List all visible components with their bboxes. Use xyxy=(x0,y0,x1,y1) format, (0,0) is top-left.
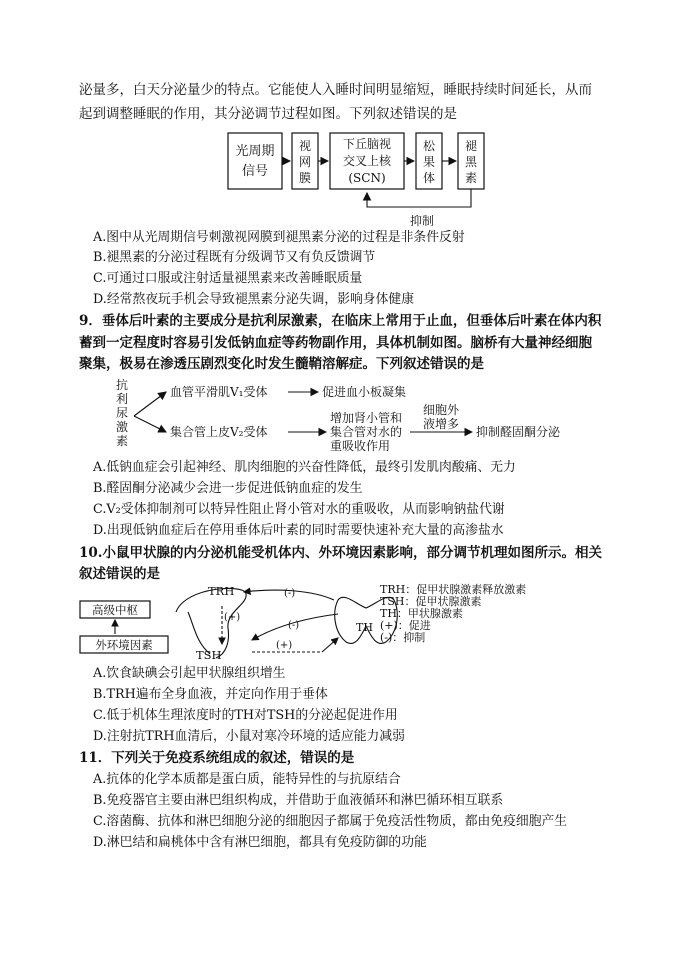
light-signal-box xyxy=(228,133,282,189)
retina-label-3: 膜 xyxy=(298,171,312,185)
ecf-label-1: 细胞外 xyxy=(422,403,460,417)
melatonin-label-1: 褪 xyxy=(464,139,478,153)
scn-label-3: (SCN) xyxy=(348,171,386,185)
legend-th: TH：甲状腺激素 xyxy=(380,607,463,620)
feedback-label: 抑制 xyxy=(409,214,435,228)
thyroid-diagram xyxy=(76,582,646,662)
q9-stem-line-2: 蓄到一定程度时容易引发低钠血症等药物副作用，具体机制如图。脑桥有大量神经细胞 xyxy=(79,335,592,351)
adh-char-4: 激 xyxy=(115,420,129,434)
higher-center-label: 高级中枢 xyxy=(92,603,138,617)
th-label: TH xyxy=(356,621,373,634)
q11-stem: 11．下列关于免疫系统组成的叙述，错误的是 xyxy=(79,750,355,766)
trh-promote-label: (+) xyxy=(224,612,241,623)
legend-inhibit: (-)：抑制 xyxy=(380,631,426,644)
q10-stem-line-2: 叙述错误的是 xyxy=(79,566,160,582)
light-signal-label-1: 光周期 xyxy=(235,144,275,159)
legend-promote: (+)：促进 xyxy=(380,619,431,632)
retina-label-2: 网 xyxy=(298,155,312,169)
q9-option-b: B.醛固酮分泌减少会进一步促进低钠血症的发生 xyxy=(93,481,363,496)
v2-effect-line-1: 增加肾小管和 xyxy=(330,411,403,425)
adh-char-3: 尿 xyxy=(115,406,129,420)
tsh-label: TSH xyxy=(196,648,222,662)
scn-label-2: 交叉上核 xyxy=(342,154,392,168)
retina-label-1: 视 xyxy=(298,139,312,153)
v2-effect-line-3: 重吸收作用 xyxy=(330,439,391,453)
q9-option-d: D.出现低钠血症后在停用垂体后叶素的同时需要快速补充大量的高渗盐水 xyxy=(93,523,504,538)
light-signal-label-2: 信号 xyxy=(241,164,269,179)
melatonin-label-3: 素 xyxy=(464,171,478,185)
q10-option-c: C.低于机体生理浓度时的TH对TSH的分泌起促进作用 xyxy=(93,708,398,723)
intro-line-1: 泌量多，白天分泌量少的特点。它能使人入睡时间明显缩短，睡眠持续时间延长，从而 xyxy=(79,82,592,98)
q8-option-c: C.可通过口服或注射适量褪黑素来改善睡眠质量 xyxy=(93,271,363,286)
melatonin-label-2: 黑 xyxy=(464,155,478,169)
v2-receptor-label: 集合管上皮V₂受体 xyxy=(170,425,268,439)
q11-option-c: C.溶菌酶、抗体和淋巴细胞分泌的细胞因子都属于免疫活性物质，都由免疫细胞产生 xyxy=(93,814,568,829)
feedback-minus-2: (-) xyxy=(288,620,300,631)
pineal-label-1: 松 xyxy=(422,139,436,153)
legend-tsh: TSH：促甲状腺激素 xyxy=(380,595,482,608)
q10-option-d: D.注射抗TRH血清后，小鼠对寒冷环境的适应能力减弱 xyxy=(93,729,405,744)
adh-diagram xyxy=(108,376,628,456)
q8-option-a: A.图中从光周期信号刺激视网膜到褪黑素分泌的过程是非条件反射 xyxy=(93,230,465,245)
q11-option-b: B.免疫器官主要由淋巴组织构成，并借助于血液循环和淋巴循环相互联系 xyxy=(93,793,504,808)
feedback-minus-1: (-) xyxy=(284,588,296,599)
q11-option-a: A.抗体的化学本质都是蛋白质，能特异性的与抗原结合 xyxy=(93,772,401,787)
q8-option-d: D.经常熬夜玩手机会导致褪黑素分泌失调，影响身体健康 xyxy=(93,292,414,307)
v2-effect-line-2: 集合管对水的 xyxy=(330,425,403,439)
intro-line-2: 起到调整睡眠的作用，其分泌调节过程如图。下列叙述错误的是 xyxy=(79,106,457,122)
q11-option-d: D.淋巴结和扁桃体中含有淋巴细胞，都具有免疫防御的功能 xyxy=(93,835,427,850)
adh-char-1: 抗 xyxy=(115,378,129,392)
scn-label-1: 下丘脑视 xyxy=(342,137,392,151)
environment-label: 外环境因素 xyxy=(95,638,153,652)
trh-label: TRH xyxy=(208,584,235,598)
aldosterone-label: 抑制醛固酮分泌 xyxy=(476,425,561,439)
q10-option-a: A.饮食缺碘会引起甲状腺组织增生 xyxy=(93,666,286,681)
q9-option-a: A.低钠血症会引起神经、肌肉细胞的兴奋性降低，最终引发肌肉酸痛、无力 xyxy=(93,460,516,475)
q8-option-b: B.褪黑素的分泌过程既有分级调节又有负反馈调节 xyxy=(93,250,376,265)
adh-char-2: 利 xyxy=(115,392,129,406)
q9-stem-line-1: 9．垂体后叶素的主要成分是抗利尿激素，在临床上常用于止血，但垂体后叶素在体内积 xyxy=(79,313,602,329)
melatonin-diagram xyxy=(220,125,500,230)
q10-stem-line-1: 10.小鼠甲状腺的内分泌机能受机体内、外环境因素影响，部分调节机理如图所示。相关 xyxy=(79,545,602,561)
pineal-label-2: 果 xyxy=(422,155,436,169)
ecf-label-2: 液增多 xyxy=(422,417,460,431)
legend-trh: TRH：促甲状腺激素释放激素 xyxy=(380,583,527,596)
q9-stem-line-3: 聚集，极易在渗透压剧烈变化时发生髓鞘溶解症。下列叙述错误的是 xyxy=(79,356,484,372)
pineal-label-3: 体 xyxy=(422,171,436,185)
tsh-promote-label: (+) xyxy=(276,640,293,651)
v1-effect-label: 促进血小板凝集 xyxy=(322,385,407,399)
v1-receptor-label: 血管平滑肌V₁受体 xyxy=(170,385,268,399)
adh-char-5: 素 xyxy=(115,434,129,448)
q9-option-c: C.V₂受体抑制剂可以特异性阻止肾小管对水的重吸收，从而影响钠盐代谢 xyxy=(93,502,505,517)
q10-option-b: B.TRH遍布全身血液，并定向作用于垂体 xyxy=(93,687,328,702)
